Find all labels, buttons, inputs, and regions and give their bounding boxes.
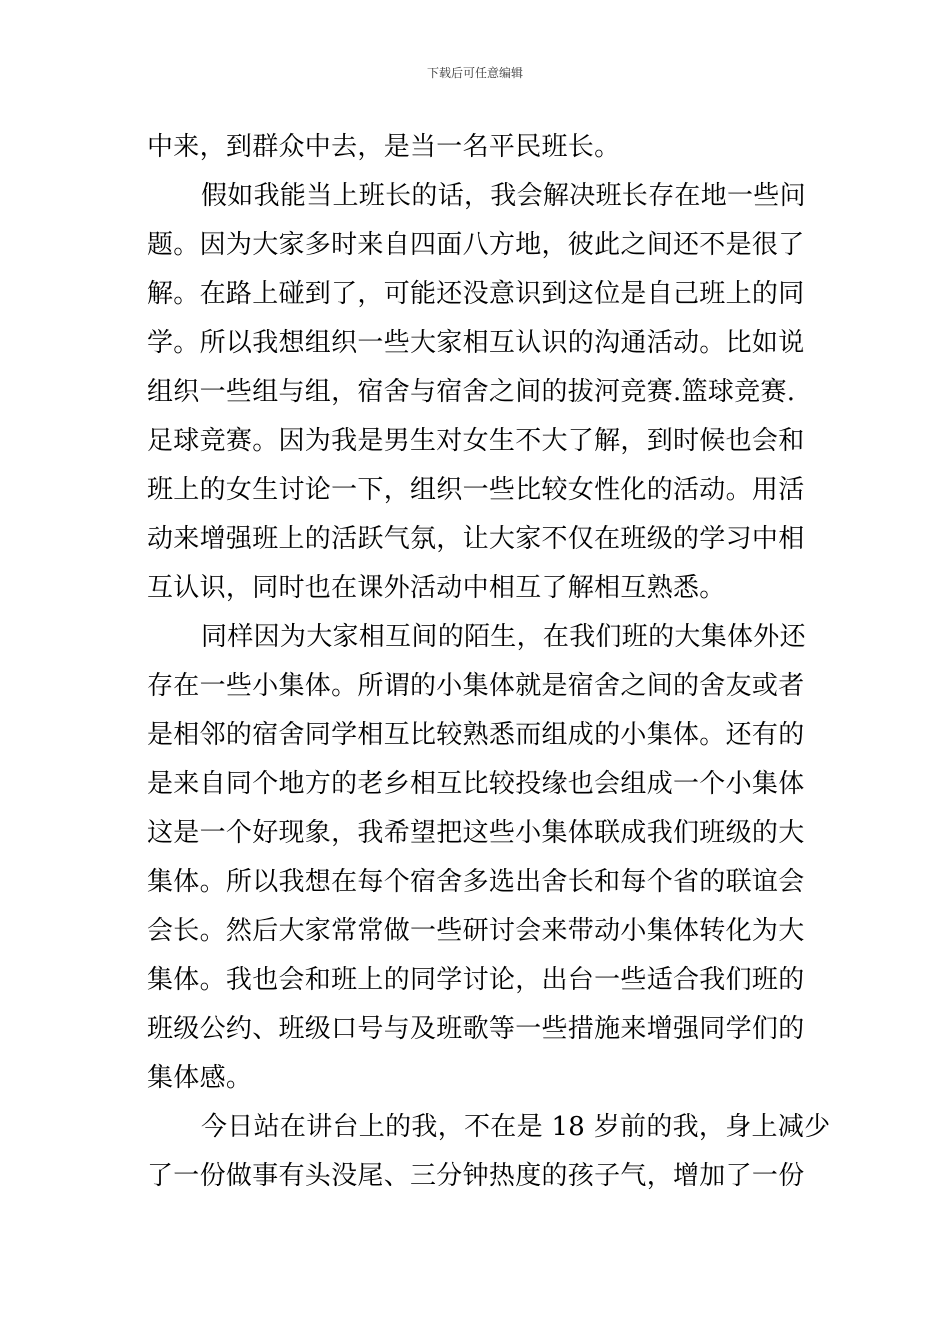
paragraph-start-line: 今日站在讲台上的我，不在是 18 岁前的我，身上减少 [201, 1112, 831, 1142]
text-line: 动来增强班上的活跃气氛，让大家不仅在班级的学习中相 [147, 524, 805, 554]
text-line: 班级公约、班级口号与及班歌等一些措施来增强同学们的 [147, 1014, 805, 1044]
text-line: 组织一些组与组，宿舍与宿舍之间的拔河竞赛.篮球竞赛. [147, 377, 796, 407]
text-line: 题。因为大家多时来自四面八方地，彼此之间还不是很了 [147, 230, 805, 260]
text-line: 会长。然后大家常常做一些研讨会来带动小集体转化为大 [147, 916, 805, 946]
paragraph-start-line: 同样因为大家相互间的陌生，在我们班的大集体外还 [201, 622, 806, 652]
text-line: 集体。我也会和班上的同学讨论，出台一些适合我们班的 [147, 965, 805, 995]
text-line: 这是一个好现象，我希望把这些小集体联成我们班级的大 [147, 818, 805, 848]
document-body [147, 123, 831, 1201]
text-line: 集体感。 [147, 1063, 253, 1093]
text-line: 班上的女生讨论一下，组织一些比较女性化的活动。用活 [147, 475, 805, 505]
text-line: 集体。所以我想在每个宿舍多选出舍长和每个省的联谊会 [147, 867, 805, 897]
text-line: 中来，到群众中去，是当一名平民班长。 [147, 132, 621, 162]
paragraph-start-line: 假如我能当上班长的话，我会解决班长存在地一些问 [201, 181, 806, 211]
text-line: 学。所以我想组织一些大家相互认识的沟通活动。比如说 [147, 328, 805, 358]
text-line: 足球竞赛。因为我是男生对女生不大了解，到时候也会和 [147, 426, 805, 456]
text-line: 是来自同个地方的老乡相互比较投缘也会组成一个小集体 [147, 769, 805, 799]
page-header: 下载后可任意编辑 [426, 66, 523, 80]
text-line: 是相邻的宿舍同学相互比较熟悉而组成的小集体。还有的 [147, 720, 805, 750]
text-line: 了一份做事有头没尾、三分钟热度的孩子气，增加了一份 [147, 1161, 805, 1191]
text-line: 解。在路上碰到了，可能还没意识到这位是自己班上的同 [147, 279, 805, 309]
text-line: 互认识，同时也在课外活动中相互了解相互熟悉。 [147, 573, 726, 603]
text-line: 存在一些小集体。所谓的小集体就是宿舍之间的舍友或者 [147, 671, 805, 701]
